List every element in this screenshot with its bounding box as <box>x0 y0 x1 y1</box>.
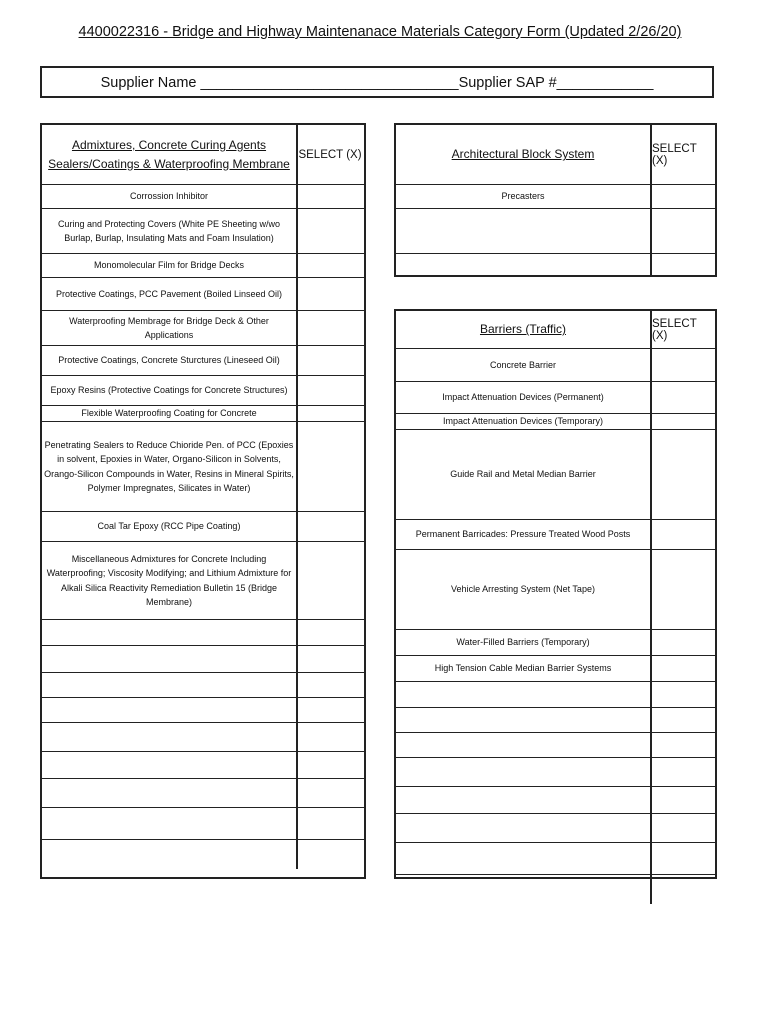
barrier-row <box>396 630 715 656</box>
barrier-item-label: High Tension Cable Median Barrier Systems <box>396 656 652 681</box>
admixture-item-label <box>42 673 298 697</box>
barrier-select-cell[interactable] <box>652 430 715 519</box>
barrier-row <box>396 733 715 758</box>
admixture-item-label: Waterproofing Membrage for Bridge Deck & Other Applications <box>42 311 298 345</box>
arch-block-select-cell[interactable] <box>652 209 715 253</box>
barrier-row <box>396 349 715 382</box>
admixture-row <box>42 311 364 346</box>
admixture-item-label <box>42 840 298 869</box>
admixture-row <box>42 723 364 752</box>
arch-block-row <box>396 254 715 277</box>
admixture-item-label <box>42 752 298 778</box>
barrier-item-label <box>396 787 652 813</box>
form-title: 4400022316 - Bridge and Highway Maintenanace Materials Category Form (Updated 2/26/20) <box>78 24 682 40</box>
admixture-row <box>42 209 364 254</box>
admixture-select-cell[interactable] <box>296 185 364 208</box>
arch-block-row <box>396 185 715 209</box>
barrier-select-cell[interactable] <box>652 733 715 757</box>
admixture-item-label <box>42 620 298 645</box>
admixture-item-label <box>42 779 298 807</box>
barrier-select-cell[interactable] <box>652 656 715 681</box>
arch-block-item-label <box>396 254 652 277</box>
admixture-select-cell[interactable] <box>296 406 364 421</box>
barrier-item-label: Impact Attenuation Devices (Permanent) <box>396 382 652 413</box>
admixture-select-cell[interactable] <box>296 254 364 277</box>
admixture-row <box>42 808 364 840</box>
barrier-item-label <box>396 843 652 874</box>
admixture-select-cell[interactable] <box>296 779 364 807</box>
admixture-select-cell[interactable] <box>296 840 364 869</box>
barrier-row <box>396 550 715 630</box>
barriers-table <box>394 309 717 879</box>
barrier-row <box>396 682 715 708</box>
barrier-item-label: Concrete Barrier <box>396 349 652 381</box>
barrier-item-label: Impact Attenuation Devices (Temporary) <box>396 414 652 429</box>
arch-block-item-label: Precasters <box>396 185 652 208</box>
barrier-select-cell[interactable] <box>652 787 715 813</box>
barrier-row <box>396 875 715 904</box>
admixture-select-cell[interactable] <box>296 808 364 839</box>
admixture-row <box>42 185 364 209</box>
admixture-row <box>42 278 364 311</box>
admixture-row <box>42 254 364 278</box>
barrier-row <box>396 787 715 814</box>
admixture-header-label: Admixtures, Concrete Curing Agents Sealers/Coatings & Waterproofing Membrane <box>42 125 298 184</box>
barrier-row <box>396 814 715 843</box>
arch-block-item-label <box>396 209 652 253</box>
admixture-select-cell[interactable] <box>296 278 364 310</box>
barrier-item-label <box>396 814 652 842</box>
admixture-select-cell[interactable] <box>296 698 364 722</box>
admixture-select-cell[interactable] <box>296 311 364 345</box>
admixture-select-cell[interactable] <box>296 376 364 405</box>
admixture-row <box>42 840 364 869</box>
barrier-select-cell[interactable] <box>652 414 715 429</box>
barrier-select-cell[interactable] <box>652 875 715 904</box>
admixture-select-header: SELECT (X) <box>298 148 362 161</box>
admixture-item-label: Epoxy Resins (Protective Coatings for Concrete Structures) <box>42 376 298 405</box>
admixture-select-cell[interactable] <box>296 346 364 375</box>
barrier-item-label <box>396 733 652 757</box>
barrier-select-cell[interactable] <box>652 814 715 842</box>
admixture-select-cell[interactable] <box>296 422 364 511</box>
admixture-item-label <box>42 723 298 751</box>
barrier-select-cell[interactable] <box>652 630 715 655</box>
barrier-header-row <box>396 311 715 349</box>
admixture-row <box>42 646 364 673</box>
barrier-select-cell[interactable] <box>652 550 715 629</box>
admixture-item-label <box>42 698 298 722</box>
admixture-select-cell[interactable] <box>296 512 364 541</box>
arch-block-row <box>396 209 715 254</box>
barrier-select-cell[interactable] <box>652 843 715 874</box>
barrier-item-label: Guide Rail and Metal Median Barrier <box>396 430 652 519</box>
barrier-select-header: SELECT (X) <box>652 317 697 342</box>
barrier-row <box>396 843 715 875</box>
barrier-select-cell[interactable] <box>652 682 715 707</box>
barrier-row <box>396 520 715 550</box>
admixture-header-row <box>42 125 364 185</box>
admixture-row <box>42 406 364 422</box>
admixture-item-label: Penetrating Sealers to Reduce Chioride Pen. of PCC (Epoxies in solvent, Epoxies in Water, Organo-Silicon in Solvents, Orango-Silicon Compounds in Water, Resins in Mineral Spirits, Polymer Impregnates, Silicates in Water) <box>42 422 298 511</box>
admixture-item-label: Curing and Protecting Covers (White PE Sheeting w/wo Burlap, Burlap, Insulating Mats and Foam Insulation) <box>42 209 298 253</box>
admixture-select-cell[interactable] <box>296 673 364 697</box>
admixture-row <box>42 542 364 620</box>
arch-block-select-cell[interactable] <box>652 185 715 208</box>
admixture-row <box>42 346 364 376</box>
barrier-item-label <box>396 682 652 707</box>
admixture-row <box>42 752 364 779</box>
arch-block-header-row <box>396 125 715 185</box>
admixture-item-label <box>42 808 298 839</box>
admixture-item-label: Coal Tar Epoxy (RCC Pipe Coating) <box>42 512 298 541</box>
admixture-select-cell[interactable] <box>296 620 364 645</box>
barrier-row <box>396 656 715 682</box>
barrier-select-cell[interactable] <box>652 382 715 413</box>
admixture-row <box>42 779 364 808</box>
barrier-item-label <box>396 758 652 786</box>
admixture-row <box>42 376 364 406</box>
admixture-row <box>42 512 364 542</box>
admixture-select-cell[interactable] <box>296 723 364 751</box>
barrier-item-label: Water-Filled Barriers (Temporary) <box>396 630 652 655</box>
admixture-item-label: Miscellaneous Admixtures for Concrete Including Waterproofing; Viscosity Modifying; and Lithium Admixture for Alkali Silica Reactivity Remediation Bulletin 15 (Bridge Membrane) <box>42 542 298 619</box>
barrier-item-label: Vehicle Arresting System (Net Tape) <box>396 550 652 629</box>
barrier-select-cell[interactable] <box>652 349 715 381</box>
admixture-row <box>42 673 364 698</box>
admixture-item-label: Protective Coatings, PCC Pavement (Boiled Linseed Oil) <box>42 278 298 310</box>
admixture-select-cell[interactable] <box>296 209 364 253</box>
admixture-select-cell[interactable] <box>296 542 364 619</box>
barrier-item-label <box>396 708 652 732</box>
barrier-row <box>396 708 715 733</box>
admixture-item-label: Corrossion Inhibitor <box>42 185 298 208</box>
arch-block-header-label: Architectural Block System <box>396 125 652 184</box>
supplier-info-line: Supplier Name ________________________________Supplier SAP #____________ <box>40 66 714 98</box>
admixture-item-label: Monomolecular Film for Bridge Decks <box>42 254 298 277</box>
arch-block-select-cell[interactable] <box>652 254 715 277</box>
arch-block-select-header: SELECT (X) <box>652 142 697 167</box>
admixture-item-label <box>42 646 298 672</box>
barrier-row <box>396 414 715 430</box>
architectural-block-table <box>394 123 717 277</box>
admixture-item-label: Protective Coatings, Concrete Sturctures (Lineseed Oil) <box>42 346 298 375</box>
admixture-row <box>42 422 364 512</box>
barrier-select-cell[interactable] <box>652 758 715 786</box>
admixtures-table <box>40 123 366 879</box>
barrier-item-label: Permanent Barricades: Pressure Treated Wood Posts <box>396 520 652 549</box>
barrier-header-label: Barriers (Traffic) <box>396 311 652 348</box>
barrier-row <box>396 758 715 787</box>
barrier-select-cell[interactable] <box>652 708 715 732</box>
admixture-row <box>42 620 364 646</box>
barrier-select-cell[interactable] <box>652 520 715 549</box>
barrier-row <box>396 382 715 414</box>
admixture-item-label: Flexible Waterproofing Coating for Concrete <box>42 406 298 421</box>
admixture-select-cell[interactable] <box>296 646 364 672</box>
barrier-item-label <box>396 875 652 904</box>
barrier-row <box>396 430 715 520</box>
admixture-select-cell[interactable] <box>296 752 364 778</box>
admixture-row <box>42 698 364 723</box>
